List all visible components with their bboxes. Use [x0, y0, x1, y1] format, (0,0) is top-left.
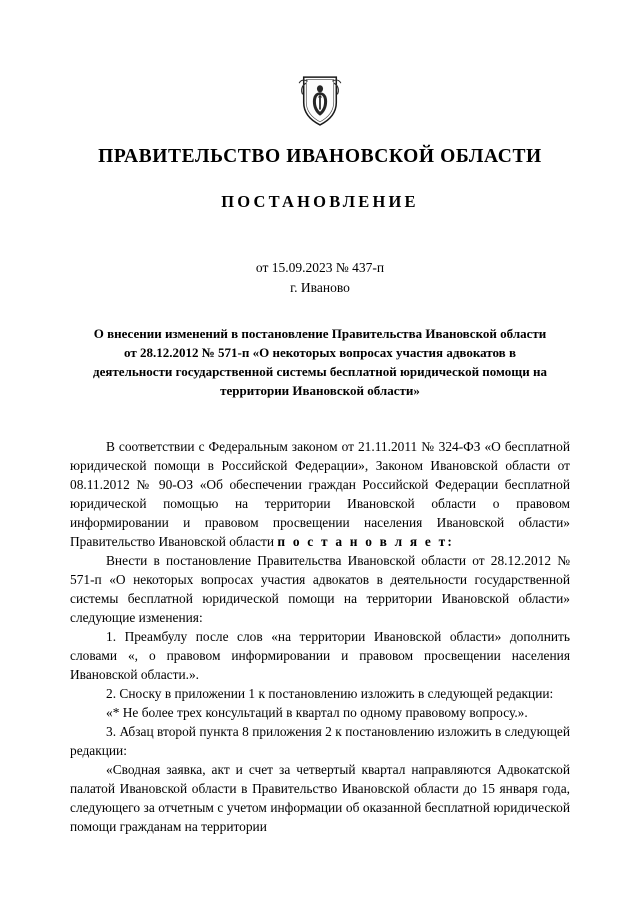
paragraph-item-2-quote: «* Не более трех консультаций в квартал по одному правовому вопросу.».	[106, 704, 528, 720]
document-meta	[70, 258, 570, 297]
paragraph-instruction: Внести в постановление Правительства Ивановской области от 28.12.2012 № 571-п «О некоторых вопросах участия адвокатов в деятельности государственной системы бесплатной юридической помощи на территории Ивановской области» следующие изменения:	[70, 552, 570, 625]
paragraph-text: В соответствии с Федеральным законом от 21.11.2011 № 324-ФЗ «О бесплатной юридической помощи в Российской Федерации», Законом Ивановской области от 08.11.2012 № 90-ОЗ «Об обеспечении граждан Российской Федерации бесплатной юридической помощью на территории Ивановской области о правовом информировании и правовом просвещении населения Ивановской области» Правительство Ивановской области	[70, 438, 570, 549]
document-date-number: от 15.09.2023 № 437-п	[255, 260, 385, 275]
document-type-heading: ПОСТАНОВЛЕНИЕ	[221, 192, 419, 211]
paragraph-item-2: 2. Сноску в приложении 1 к постановлению изложить в следующей редакции:	[106, 685, 554, 701]
coat-of-arms-icon	[292, 72, 348, 128]
paragraph-item-1: 1. Преамбулу после слов «на территории Ивановской области» дополнить словами «, о правовом информировании и правовом просвещении населения Ивановской области.».	[70, 628, 570, 682]
document-subject: О внесении изменений в постановление Правительства Ивановской области от 28.12.2012 № 571-п «О некоторых вопросах участия адвокатов в деятельности государственной системы бесплатной юридической помощи на территории Ивановской области»	[93, 326, 547, 398]
paragraph-item-3-quote: «Сводная заявка, акт и счет за четвертый квартал направляются Адвокатской палатой Ивановской области в Правительство Ивановской области до 15 января года, следующего за отчетным с учетом информации об оказанной бесплатной юридической помощи гражданам на территории	[70, 762, 570, 835]
document-body	[70, 437, 570, 837]
government-title: ПРАВИТЕЛЬСТВО ИВАНОВСКОЙ ОБЛАСТИ	[98, 146, 542, 167]
document-city: г. Иваново	[290, 279, 350, 295]
emblem-container	[70, 0, 570, 128]
decree-word: п о с т а н о в л я е т:	[277, 533, 455, 549]
paragraph-item-3: 3. Абзац второй пункта 8 приложения 2 к постановлению изложить в следующей редакции:	[70, 723, 570, 758]
paragraph-preamble	[70, 437, 570, 551]
